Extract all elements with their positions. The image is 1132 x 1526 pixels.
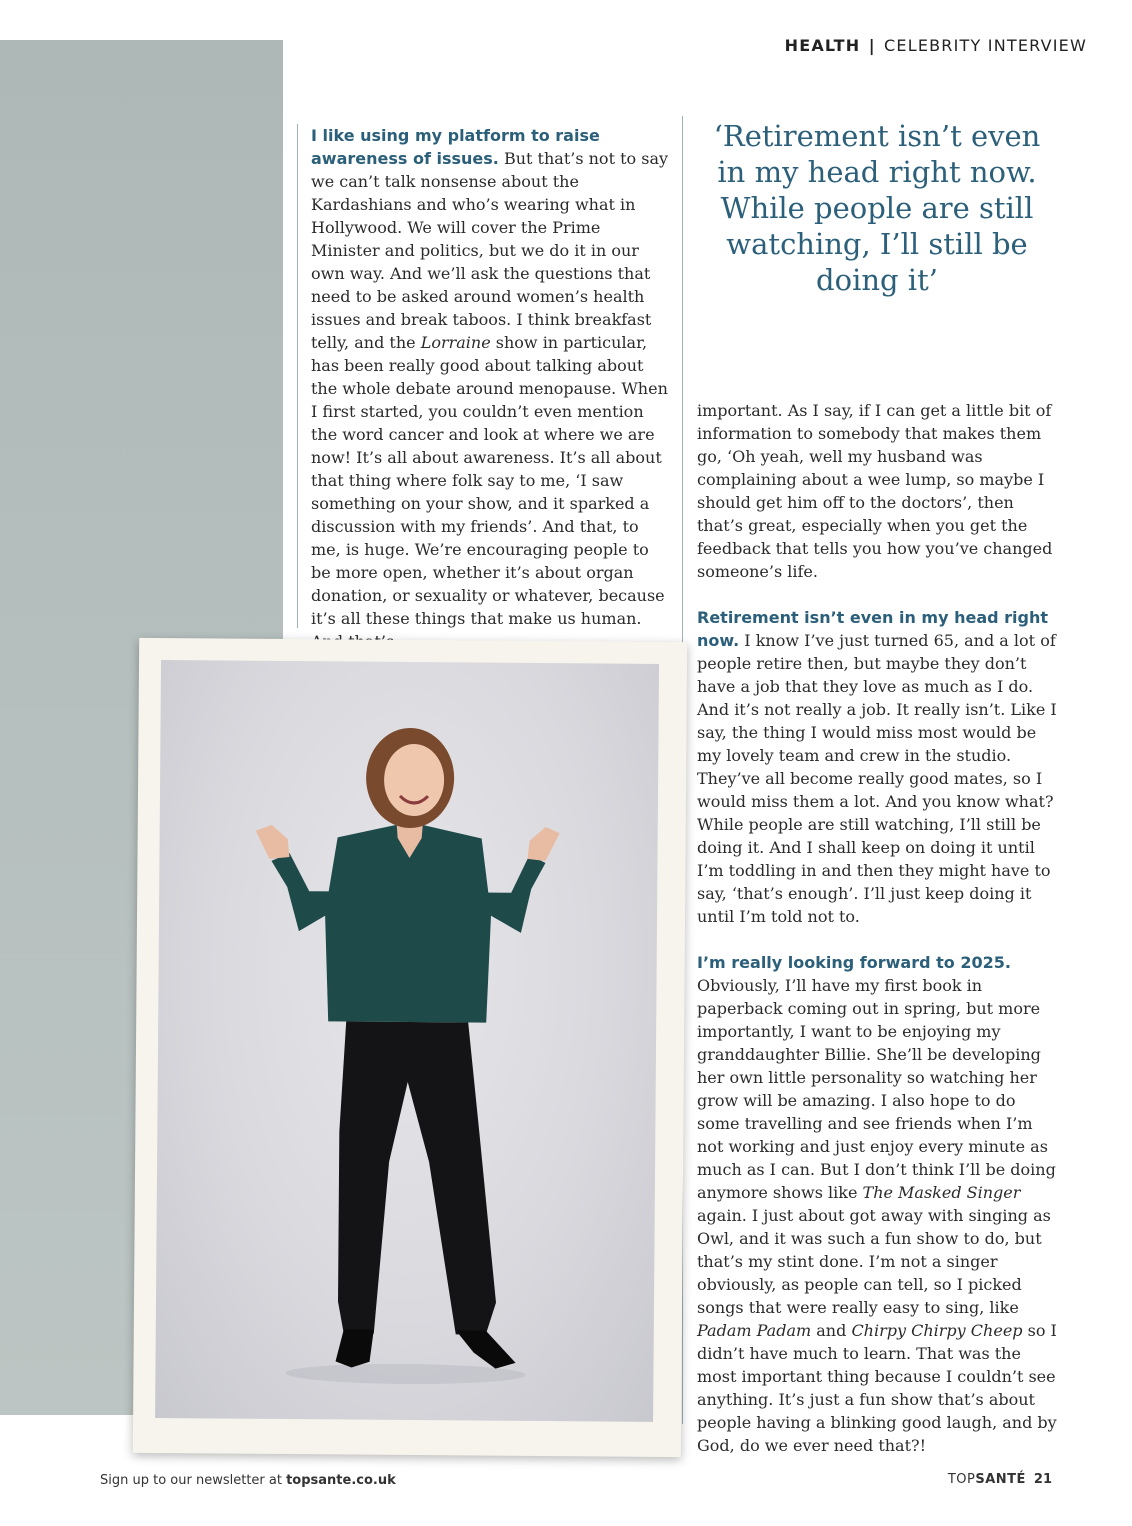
- forward-paragraph: [697, 951, 1062, 1457]
- left-shoe: [335, 1329, 373, 1367]
- and-word: and: [811, 1321, 852, 1340]
- song-title-1: Padam Padam: [697, 1321, 812, 1340]
- pull-quote: ‘Retirement isn’t even in my head right now. While people are still watching, I’ll still be doing it’: [713, 119, 1041, 297]
- photo-frame: [133, 638, 687, 1457]
- song-title-2: Chirpy Chirpy Cheep: [851, 1321, 1023, 1340]
- trousers: [338, 1021, 498, 1334]
- awareness-body-1: But that’s not to say we can’t talk nonsense about the Kardashians and who’s wearing what in Hollywood. We will cover the Prime Minister and politics, but we do it in our own way. And we’ll ask the questions that need to be asked around women’s health issues and break taboos. I think breakfast telly, and the: [311, 149, 669, 352]
- left-hand: [255, 825, 289, 859]
- shadow: [285, 1363, 525, 1385]
- retirement-lead: Retirement isn’t even in my head right now.: [697, 608, 1049, 650]
- header-separator: |: [868, 36, 876, 55]
- right-shoe: [455, 1330, 515, 1368]
- forward-body-3: so I didn’t have much to learn. That was the most important thing because I couldn’t see anything. It’s just a fun show that’s about people having a blinking good laugh, and by God, do we ever need that?!: [697, 1321, 1057, 1455]
- portrait-illustration: [155, 660, 659, 1422]
- newsletter-footer: [100, 1473, 396, 1488]
- forward-body-2: again. I just about got away with singing as Owl, and it was such a fun show to do, but that’s my stint done. I’m not a singer obviously, as people can tell, so I picked songs that were really easy to sing, like: [697, 1206, 1051, 1317]
- signup-link[interactable]: topsante.co.uk: [286, 1473, 396, 1488]
- brand-top: TOP: [947, 1472, 976, 1487]
- forward-body-1: Obviously, I’ll have my first book in paperback coming out in spring, but more importantly, I want to be enjoying my granddaughter Billie. She’ll be developing her own little personality so watching her grow will be amazing. I also hope to do some travelling and see friends when I’m not working and just enjoy every minute as much as I can. But I don’t think I’ll be doing anymore shows like: [697, 976, 1056, 1202]
- masked-singer-title: The Masked Singer: [862, 1183, 1021, 1202]
- left-column: [297, 124, 673, 628]
- awareness-body-2: show in particular, has been really good about talking about the whole debate around menopause. When I first started, you couldn’t even mention the word cancer and look at where we are now! It’s all about awareness. It’s all about that thing where folk say to me, ‘I saw something on your show, and it sparked a discussion with my friends’. And that, to me, is huge. We’re encouraging people to be more open, whether it’s about organ donation, or sexuality or whatever, because it’s all these things that make us human.: [311, 333, 668, 628]
- signup-text: Sign up to our newsletter at: [100, 1473, 287, 1488]
- awareness-lead: I like using my platform to raise awareness of issues.: [311, 126, 600, 168]
- awareness-paragraph: [311, 124, 673, 653]
- portrait-photo: [155, 660, 659, 1422]
- continuation-paragraph: important. As I say, if I can get a little bit of information to somebody that makes them go, ‘Oh yeah, well my husband was complaining about a wee lump, so maybe I should get him off to the doctors’, then that’s great, especially when you get the feedback that tells you how you’ve changed someone’s life.: [697, 401, 1053, 581]
- brand-sante: SANTÉ: [975, 1472, 1026, 1487]
- show-name: Lorraine: [420, 333, 491, 352]
- face: [384, 744, 445, 816]
- forward-lead: I’m really looking forward to 2025.: [697, 953, 1011, 972]
- section-header: [785, 36, 1087, 55]
- right-hand: [527, 827, 559, 861]
- brand-logo: [948, 1472, 1026, 1487]
- retirement-body: I know I’ve just turned 65, and a lot of people retire then, but maybe they don’t have a job that they love as much as I do. And it’s not really a job. It really isn’t. Like I say, the thing I would miss most would be my lovely team and crew in the studio. They’ve all become really good mates, so I would miss them a lot. And you know what? While people are still watching, I’ll still be doing it. And I shall keep on doing it until I’m toddling in and then they might have to say, ‘that’s enough’. I’ll just keep doing it until I’m told not to.: [697, 631, 1057, 926]
- right-column: [682, 399, 1062, 1455]
- section-label: HEALTH: [784, 36, 861, 55]
- retirement-paragraph: [697, 606, 1062, 928]
- page-number: 21: [1033, 1472, 1052, 1487]
- page-footer: [948, 1472, 1052, 1487]
- subsection-label: CELEBRITY INTERVIEW: [884, 36, 1087, 55]
